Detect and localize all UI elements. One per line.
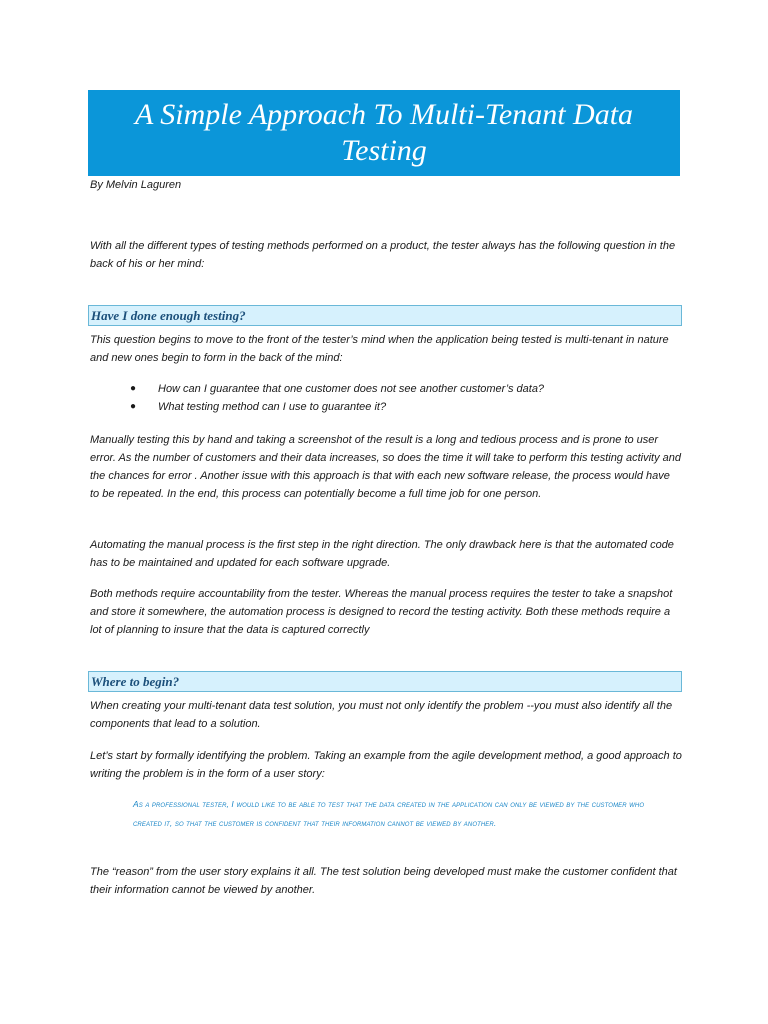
section-heading-enough-testing [88,305,682,326]
section1-paragraph-4: Both methods require accountability from the tester. Whereas the manual process requires the tester to take a snapshot and store it somewhere, the automation process is designed to record the testing activity. Both these methods require a lot of planning to insure that the data is captured correctly [90,588,673,636]
bullet-icon: ● [130,383,137,394]
section1-paragraph-3: Automating the manual process is the first step in the right direction. The only drawback here is that the automated code has to be maintained and updated for each software upgrade. [90,539,674,569]
list-item-text: How can I guarantee that one customer does not see another customer’s data? [158,383,545,395]
section1-paragraph-1: This question begins to move to the front of the tester’s mind when the application being tested is multi-tenant in nature and new ones begin to form in the back of the mind: [90,334,669,364]
section2-paragraph-2: Let’s start by formally identifying the problem. Taking an example from the agile development method, a good approach to writing the problem is in the form of a user story: [90,750,682,780]
user-story-quote-text: As a professional tester, I would like to be able to test that the data created in the application can only be viewed by the customer who created it, so that the customer is confident that their information cannot be viewed by another. [133,799,645,828]
section-heading-text: Where to begin? [91,673,180,689]
section1-paragraph-2: Manually testing this by hand and taking a screenshot of the result is a long and tedious process and is prone to user error. As the number of customers and their data increases, so does the time it will take to perform this testing activity and the chances for error . Another issue with this approach is that with each new software release, the process would have to be repeated. In the end, this process can potentially become a full time job for one person. [90,434,682,500]
section2-paragraph-1: When creating your multi-tenant data test solution, you must not only identify the problem --you must also identify all the components that lead to a solution. [90,700,673,730]
user-story-quote [133,795,673,832]
list-item-text: What testing method can I use to guarantee it? [158,401,387,413]
list-item [130,398,670,416]
document-title: A Simple Approach To Multi-Tenant Data Testing [134,98,634,167]
section-heading-where-to-begin [88,671,682,692]
list-item [130,380,670,398]
question-bullet-list [130,380,670,416]
title-banner [88,90,680,176]
section2-paragraph-3: The “reason” from the user story explains it all. The test solution being developed must make the customer confident that their information cannot be viewed by another. [90,866,677,896]
author-byline: By Melvin Laguren [90,179,182,191]
section-heading-text: Have I done enough testing? [91,307,246,323]
bullet-icon: ● [130,401,137,412]
intro-paragraph: With all the different types of testing methods performed on a product, the tester always has the following question in the back of his or her mind: [90,240,676,270]
